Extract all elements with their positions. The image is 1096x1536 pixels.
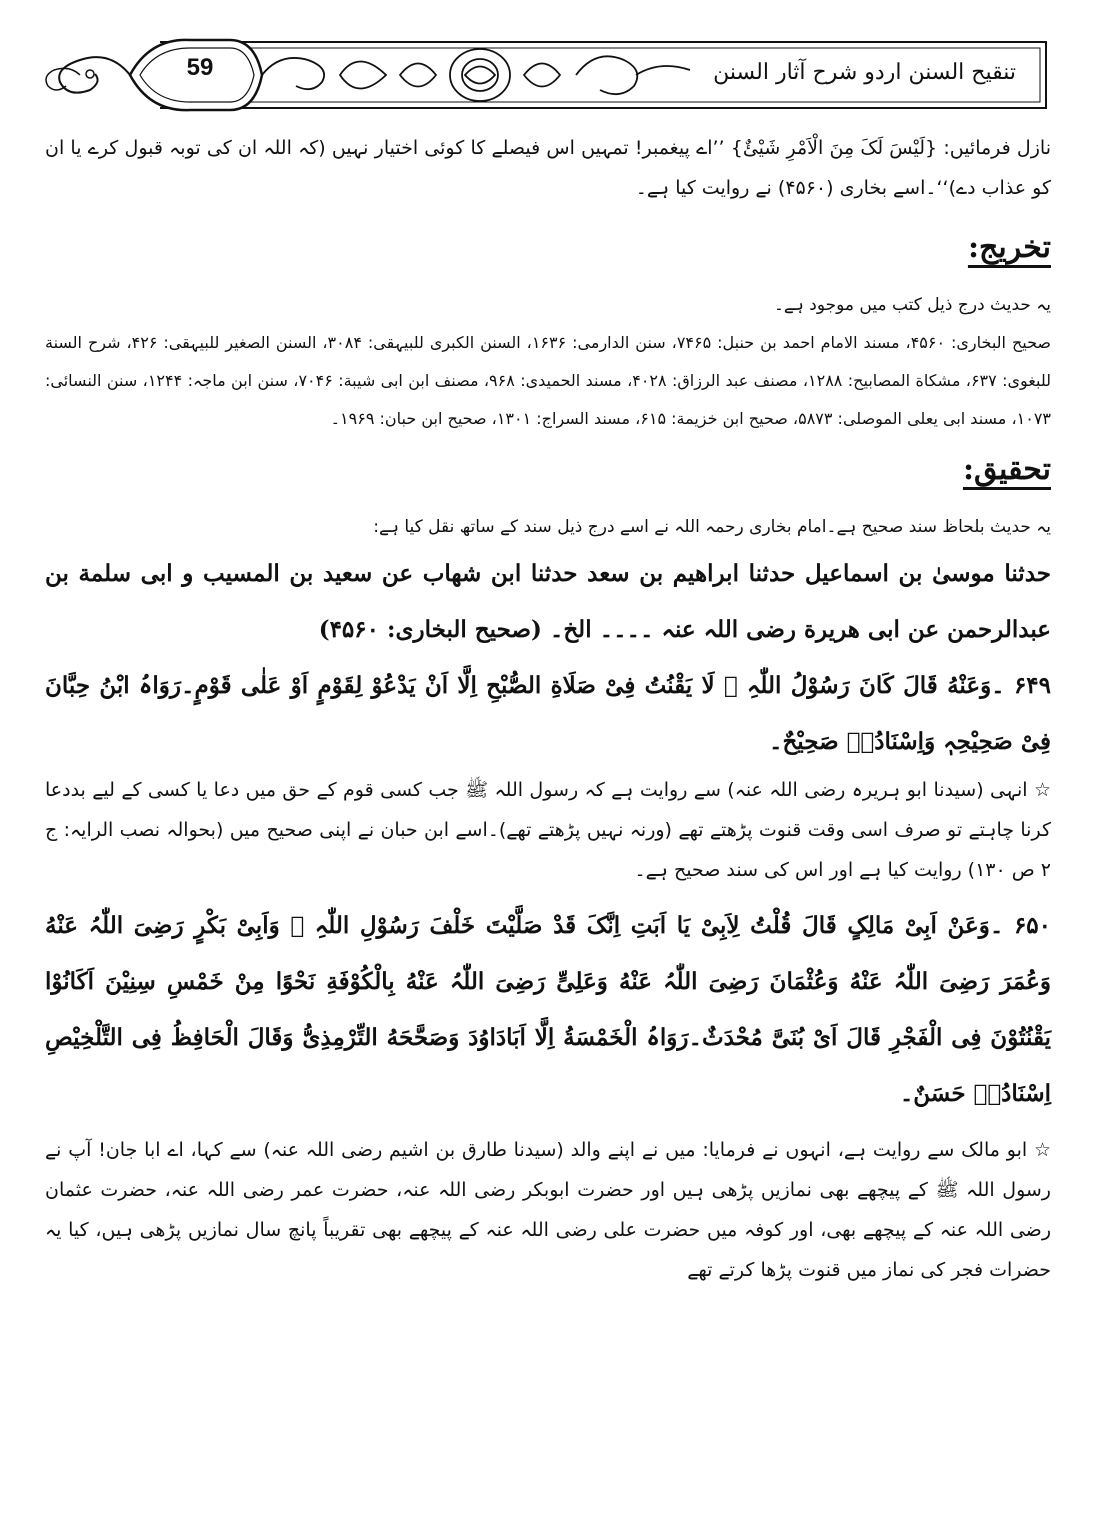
hadith-650: ۶۵۰ ۔وَعَنْ اَبِیْ مَالِکٍ قَالَ قُلْتُ لِاَبِیْ یَا اَبَتِ اِنَّکَ قَدْ صَلَّیْتَ خَلْفَ رَسُوْلِ اللّٰہِ ﷺ وَاَبِیْ بَکْرٍ رَضِیَ اللّٰہُ عَنْهُ وَعُمَرَ رَضِیَ اللّٰہُ عَنْهُ وَعُثْمَانَ رَضِیَ اللّٰہُ عَنْهُ وَعَلِیٍّ رَضِیَ اللّٰہُ عَنْهُ بِالْکُوْفَةِ نَحْوًا مِنْ خَمْسِ سِنِیْنَ اَکَانُوْا یَقْنُتُوْنَ فِی الْفَجْرِ قَالَ اَیْ بُنَیَّ مُحْدَثٌ۔رَوَاہُ الْخَمْسَةُ اِلَّا اَبَادَاوُدَ وَصَحَّحَهُ التِّرْمِذِیُّ وَقَالَ الْحَافِظُ فِی التَّلْخِیْصِ اِسْنَادُہٗ حَسَنٌ۔ <box>45 912 1051 1107</box>
takhreej-intro: یہ حدیث درج ذیل کتب میں موجود ہے۔ <box>773 295 1051 315</box>
heading-tahqeeq: تحقیق: <box>962 452 1051 487</box>
isnad-chain: حدثنا موسیٰ بن اسماعیل حدثنا ابراھیم بن سعد حدثنا ابن شھاب عن سعید بن المسیب و ابی سلمة بن عبدالرحمن عن ابی ھریرة رضی اللہ عنہ ۔۔۔۔ الخ۔ (صحیح البخاری: ۴۵۶۰) <box>45 560 1051 643</box>
page-body <box>45 128 1051 1290</box>
translation-650: ☆ ابو مالک سے روایت ہے، انہوں نے فرمایا: میں نے اپنے والد (سیدنا طارق بن اشیم رضی اللہ عنہ) سے کہا، اے ابا جان! آپ نے رسول اللہ ﷺ کے پیچھے بھی نمازیں پڑھی ہیں اور حضرت ابوبکر رضی اللہ عنہ، حضرت عمر رضی اللہ عنہ، حضرت عثمان رضی اللہ عنہ کے پیچھے بھی، اور کوفہ میں حضرت علی رضی اللہ عنہ کے پیچھے بھی تقریباً پانچ سال نمازیں پڑھی ہیں، کیا یہ حضرات فجر کی نماز میں قنوت پڑھا کرتے تھے <box>45 1139 1051 1281</box>
paragraph-quran-verse: نازل فرمائیں: {لَیْسَ لَکَ مِنَ الْاَمْرِ شَيْئٌ} ’’اے پیغمبر! تمہیں اس فیصلے کا کوئی اختیار نہیں (کہ اللہ ان کی توبہ قبول کرے یا ان کو عذاب دے)‘‘۔اسے بخاری (۴۵۶۰) نے روایت کیا ہے۔ <box>45 137 1051 199</box>
page-number: 59 <box>186 54 214 81</box>
hadith-649: ۶۴۹ ۔وَعَنْهُ قَالَ کَانَ رَسُوْلُ اللّٰہِ ﷺ لَا یَقْنُتُ فِیْ صَلَاةِ الصُّبْحِ اِلَّا اَنْ یَدْعُوْ لِقَوْمٍ اَوْ عَلٰی قَوْمٍ۔رَوَاہُ ابْنُ حِبَّانَ فِیْ صَحِیْحِہٖ وَاِسْنَادُہٗ صَحِیْحٌ۔ <box>45 672 1051 755</box>
tahqeeq-intro: یہ حدیث بلحاظ سند صحیح ہے۔امام بخاری رحمہ اللہ نے اسے درج ذیل سند کے ساتھ نقل کیا ہے: <box>373 517 1051 537</box>
heading-takhreej: تخریج: <box>967 230 1051 265</box>
running-title: تنقیح السنن اردو شرح آثار السنن <box>713 60 1016 85</box>
translation-649: ☆ انہی (سیدنا ابو ہریرہ رضی اللہ عنہ) سے روایت ہے کہ رسول اللہ ﷺ جب کسی قوم کے حق میں دعا یا کسی کے لیے بددعا کرنا چاہتے تو صرف اسی وقت قنوت پڑھتے تھے (ورنہ نہیں پڑھتے تھے)۔اسے ابن حبان نے اپنی صحیح میں (بحوالہ نصب الرایہ: ج ۲ ص ۱۳۰) روایت کیا ہے اور اس کی سند صحیح ہے۔ <box>45 779 1051 881</box>
takhreej-references: صحیح البخاری: ۴۵۶۰، مسند الامام احمد بن حنبل: ۷۴۶۵، سنن الدارمی: ۱۶۳۶، السنن الکبری للبیہقی: ۳۰۸۴، السنن الصغیر للبیہقی: ۴۲۶، شرح السنة للبغوی: ۶۳۷، مشکاة المصابیح: ۱۲۸۸، مصنف عبد الرزاق: ۴۰۲۸، مسند الحمیدی: ۹۶۸، مصنف ابن ابی شیبة: ۷۰۴۶، سنن ابن ماجہ: ۱۲۴۴، سنن النسائی: ۱۰۷۳، مسند ابی یعلی الموصلی: ۵۸۷۳، صحیح ابن خزیمة: ۶۱۵، مسند السراج: ۱۳۰۱، صحیح ابن حبان: ۱۹۶۹۔ <box>45 333 1052 428</box>
page-header <box>40 30 1056 120</box>
